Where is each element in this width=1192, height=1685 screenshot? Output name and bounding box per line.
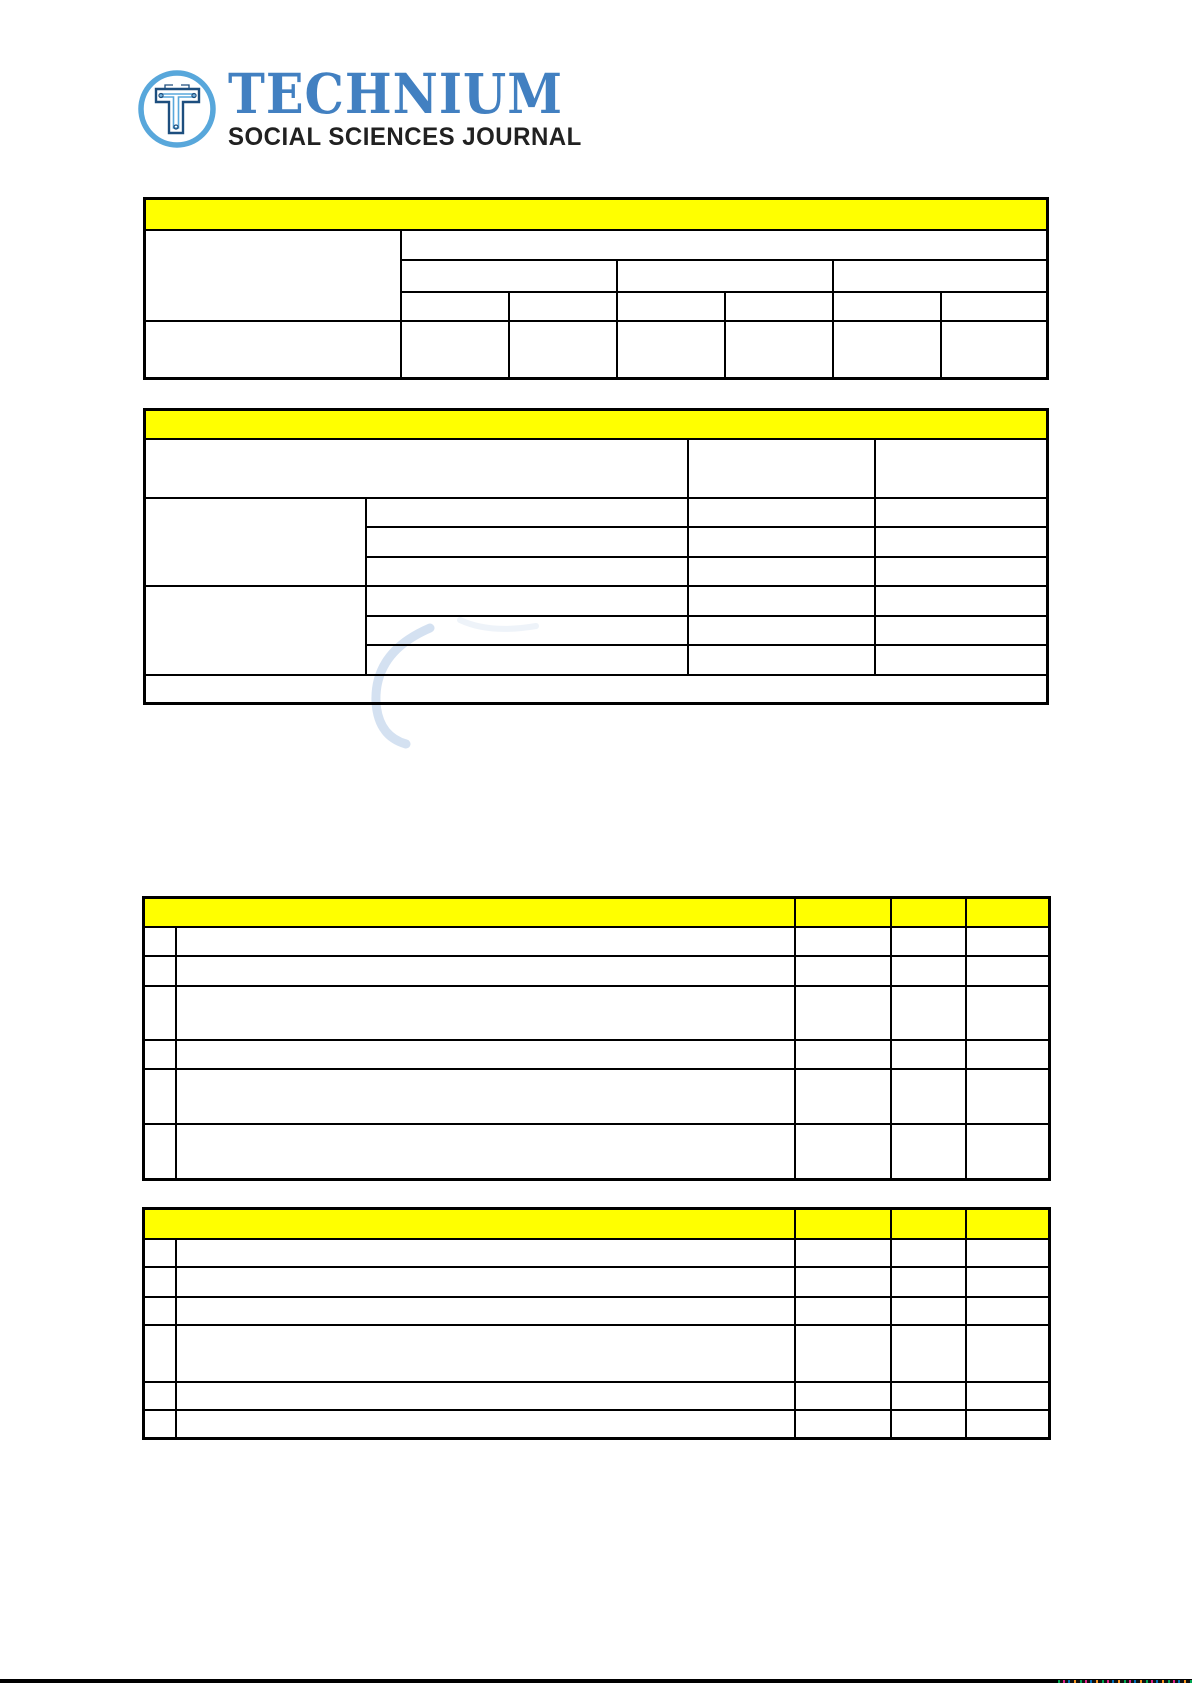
- table4-criterion-cell: [176, 1267, 795, 1297]
- scan-edge-bar: [0, 1679, 1192, 1683]
- table4-header-col: [966, 1209, 1050, 1239]
- table1-sub-cell: [725, 292, 833, 321]
- table3-criterion-cell: [176, 1040, 795, 1069]
- table4-mark-cell: [891, 1410, 966, 1439]
- table2-value-cell: [875, 557, 1048, 586]
- table3-mark-cell: [795, 1124, 891, 1180]
- table3-criterion-cell: [176, 1069, 795, 1124]
- table2-value-cell: [688, 498, 875, 527]
- table3-mark-cell: [966, 927, 1050, 956]
- table2-value-cell: [688, 586, 875, 616]
- table1-header-band: [145, 199, 1048, 230]
- table1-value-cell: [617, 321, 725, 379]
- table4-criterion-cell: [176, 1410, 795, 1439]
- table1-group-cell: [401, 260, 617, 292]
- table3-mark-cell: [795, 1069, 891, 1124]
- table4-num-cell: [144, 1239, 176, 1267]
- table3-criterion-cell: [176, 956, 795, 986]
- table4-mark-cell: [795, 1239, 891, 1267]
- table1-value-cell: [833, 321, 941, 379]
- table1-span-cell: [401, 230, 1048, 260]
- table4-num-cell: [144, 1325, 176, 1382]
- table4-mark-cell: [891, 1382, 966, 1410]
- table1-value-cell: [941, 321, 1048, 379]
- table3-criterion-cell: [176, 986, 795, 1040]
- table3-mark-cell: [966, 1040, 1050, 1069]
- table2-item-cell: [366, 586, 688, 616]
- table4-mark-cell: [795, 1382, 891, 1410]
- table2-col3-cell: [875, 439, 1048, 498]
- table4-criterion-cell: [176, 1325, 795, 1382]
- table3-num-cell: [144, 956, 176, 986]
- table4-header-col: [891, 1209, 966, 1239]
- table4-mark-cell: [795, 1325, 891, 1382]
- table2-value-cell: [688, 616, 875, 645]
- table2-value-cell: [688, 645, 875, 675]
- table1-value-cell: [725, 321, 833, 379]
- table3-mark-cell: [891, 1069, 966, 1124]
- table3-mark-cell: [891, 1040, 966, 1069]
- top-info-table: [143, 197, 1049, 380]
- journal-logo: [135, 61, 595, 164]
- table4-mark-cell: [795, 1267, 891, 1297]
- table2-value-cell: [875, 527, 1048, 557]
- table3-mark-cell: [891, 986, 966, 1040]
- table3-mark-cell: [891, 1124, 966, 1180]
- table1-sub-cell: [509, 292, 617, 321]
- table2-value-cell: [875, 498, 1048, 527]
- table2-group-a-label: [145, 498, 366, 586]
- table2-footer-cell: [145, 675, 1048, 704]
- table2-item-cell: [366, 557, 688, 586]
- criteria-table-b: [142, 1207, 1051, 1440]
- table4-mark-cell: [966, 1382, 1050, 1410]
- table1-row-label-cell: [145, 321, 401, 379]
- table4-mark-cell: [966, 1410, 1050, 1439]
- table3-num-cell: [144, 1124, 176, 1180]
- table4-criterion-cell: [176, 1382, 795, 1410]
- table4-mark-cell: [966, 1267, 1050, 1297]
- table2-group-b-label: [145, 586, 366, 675]
- table4-mark-cell: [891, 1239, 966, 1267]
- table3-mark-cell: [795, 956, 891, 986]
- table3-mark-cell: [795, 986, 891, 1040]
- table1-value-cell: [401, 321, 509, 379]
- table3-header-col: [795, 898, 891, 927]
- table2-value-cell: [688, 527, 875, 557]
- table3-header-col: [966, 898, 1050, 927]
- table3-num-cell: [144, 986, 176, 1040]
- table3-criterion-cell: [176, 1124, 795, 1180]
- table4-mark-cell: [891, 1297, 966, 1325]
- table3-mark-cell: [891, 927, 966, 956]
- table1-group-cell: [833, 260, 1048, 292]
- table3-num-cell: [144, 927, 176, 956]
- table3-mark-cell: [966, 956, 1050, 986]
- table2-item-cell: [366, 616, 688, 645]
- table1-value-cell: [509, 321, 617, 379]
- table3-header-col: [891, 898, 966, 927]
- journal-subtitle: SOCIAL SCIENCES JOURNAL: [228, 122, 582, 152]
- table2-item-cell: [366, 498, 688, 527]
- table2-item-cell: [366, 645, 688, 675]
- table1-sub-cell: [833, 292, 941, 321]
- table4-mark-cell: [795, 1297, 891, 1325]
- table3-mark-cell: [966, 1124, 1050, 1180]
- details-table: [143, 408, 1049, 705]
- table2-value-cell: [688, 557, 875, 586]
- table4-num-cell: [144, 1297, 176, 1325]
- table1-sub-cell: [941, 292, 1048, 321]
- table4-num-cell: [144, 1410, 176, 1439]
- table4-num-cell: [144, 1267, 176, 1297]
- scan-noise-pixels: [1058, 1680, 1192, 1683]
- journal-title: TECHNIUM: [228, 61, 563, 126]
- table3-num-cell: [144, 1040, 176, 1069]
- technium-circuit-t-icon: [135, 66, 219, 152]
- table4-header-col: [795, 1209, 891, 1239]
- table4-criterion-cell: [176, 1239, 795, 1267]
- table4-mark-cell: [966, 1325, 1050, 1382]
- table4-header-band: [144, 1209, 795, 1239]
- table1-group-cell: [617, 260, 833, 292]
- table3-mark-cell: [795, 927, 891, 956]
- table1-left-label-cell: [145, 230, 401, 321]
- table4-criterion-cell: [176, 1297, 795, 1325]
- table2-value-cell: [875, 586, 1048, 616]
- table2-col2-cell: [688, 439, 875, 498]
- table4-mark-cell: [795, 1410, 891, 1439]
- table3-criterion-cell: [176, 927, 795, 956]
- table4-num-cell: [144, 1382, 176, 1410]
- table1-sub-cell: [617, 292, 725, 321]
- table3-mark-cell: [966, 1069, 1050, 1124]
- table4-mark-cell: [966, 1239, 1050, 1267]
- table4-mark-cell: [891, 1267, 966, 1297]
- table3-mark-cell: [891, 956, 966, 986]
- table3-header-band: [144, 898, 795, 927]
- criteria-table-a: [142, 896, 1051, 1181]
- table3-num-cell: [144, 1069, 176, 1124]
- table2-item-cell: [366, 527, 688, 557]
- table2-wide-cell: [145, 439, 688, 498]
- table1-sub-cell: [401, 292, 509, 321]
- table2-value-cell: [875, 616, 1048, 645]
- table3-mark-cell: [966, 986, 1050, 1040]
- table2-value-cell: [875, 645, 1048, 675]
- table4-mark-cell: [891, 1325, 966, 1382]
- table2-header-band: [145, 410, 1048, 439]
- table3-mark-cell: [795, 1040, 891, 1069]
- table4-mark-cell: [966, 1297, 1050, 1325]
